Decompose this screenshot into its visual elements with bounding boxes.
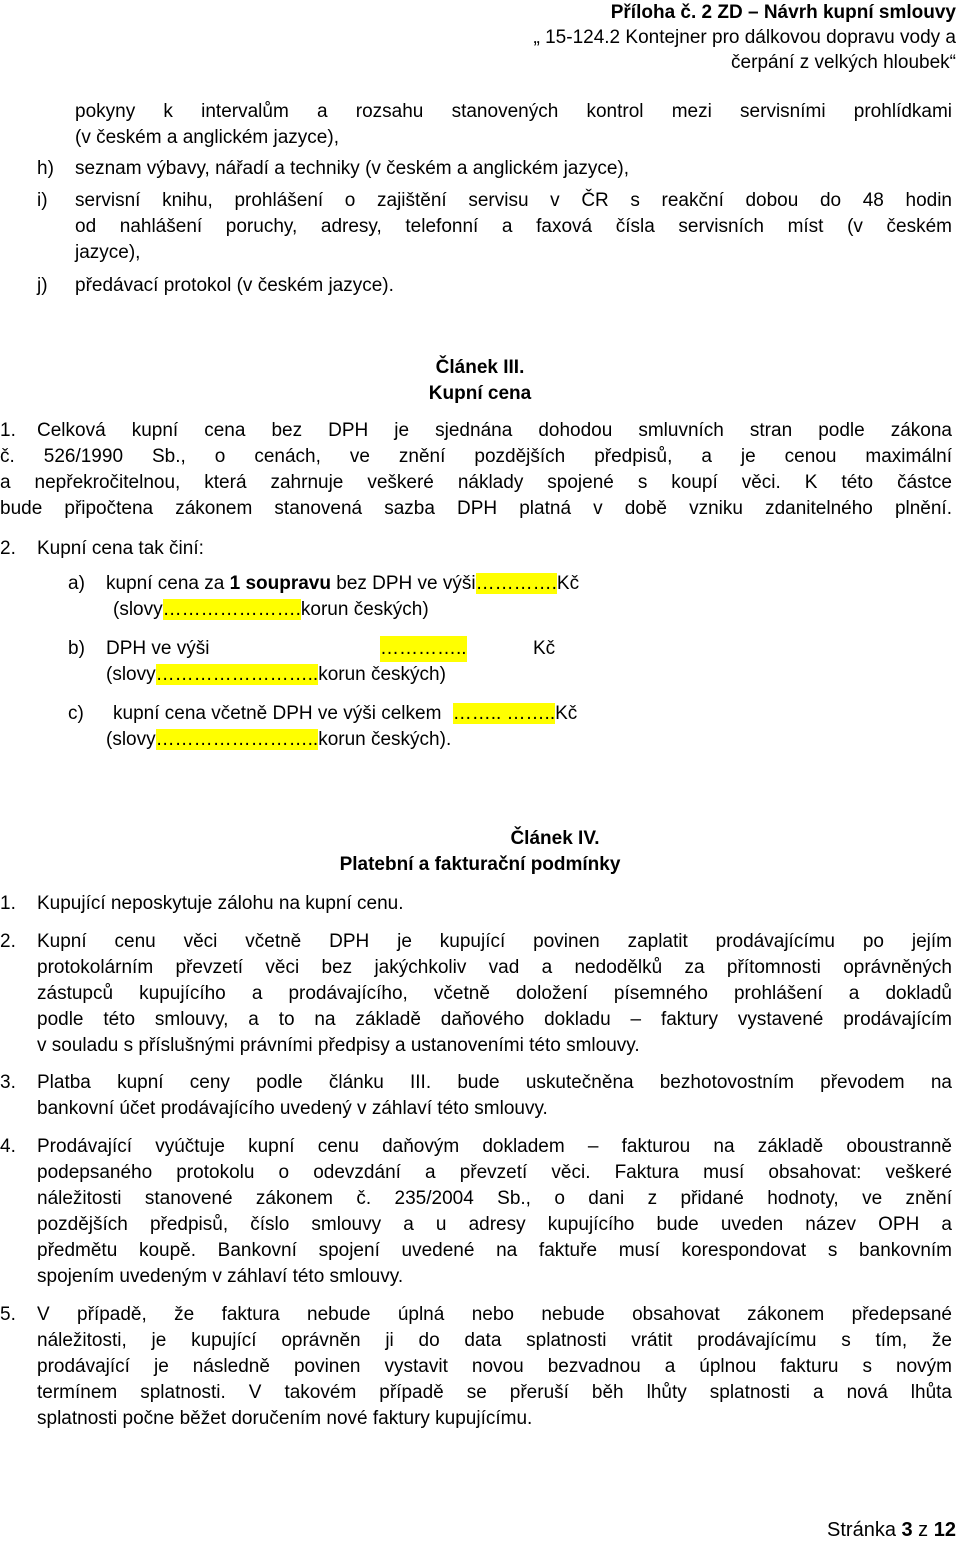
art3-p1-number: 1. [0, 420, 16, 441]
page-number-prefix: Stránka [827, 1519, 902, 1541]
price-c-currency: Kč [555, 703, 578, 724]
price-b-currency: Kč [533, 638, 556, 659]
art4-p3-number: 3. [0, 1072, 16, 1093]
art3-p2-text: Kupní cena tak činí: [37, 538, 204, 559]
art4-p4-line-3: náležitosti stanovené zákonem č. 235/2004 Sb., o dani z přidané hodnoty, ve znění [37, 1188, 952, 1209]
item-g-line-1: pokyny k intervalům a rozsahu stanovených kontrol mezi servisními prohlídkami [75, 101, 952, 122]
art4-p5-line-4: termínem splatnosti. V takovém případě se přeruší běh lhůty splatnosti a nová lhůta [37, 1382, 952, 1403]
price-c-label: c) [68, 703, 84, 724]
art4-p4-line-4: pozdějších předpisů, číslo smlouvy a u adresy kupujícího bude uveden název OPH a [37, 1214, 952, 1235]
art4-p4-line-1: Prodávající vyúčtuje kupní cenu daňovým dokladem – fakturou na základě oboustranně [37, 1136, 952, 1157]
item-h-label: h) [37, 158, 54, 179]
price-a-bold: 1 soupravu [229, 573, 331, 594]
price-c-words-field[interactable]: …………………….. [155, 729, 319, 750]
price-c-slovy: (slovy [106, 729, 156, 750]
art4-p5-line-3: prodávající je následně povinen vystavit novou bezvadnou a úplnou fakturu s novým [37, 1356, 952, 1377]
art4-p3-line-2: bankovní účet prodávajícího uvedený v záhlaví této smlouvy. [37, 1098, 548, 1119]
item-j-label: j) [37, 275, 48, 296]
price-a-words-end: korun českých) [300, 599, 429, 620]
price-b-label: b) [68, 638, 85, 659]
price-c-text: kupní cena včetně DPH ve výši celkem [113, 703, 442, 724]
price-b-text: DPH ve výši [106, 638, 210, 659]
item-i-label: i) [37, 190, 48, 211]
art4-p2-number: 2. [0, 931, 16, 952]
price-a-text-1: kupní cena za [106, 573, 230, 594]
art4-p4-line-6: spojením uvedeným v záhlaví této smlouvy. [37, 1266, 404, 1287]
page-total: 12 [933, 1519, 956, 1541]
price-a-text-2: bez DPH ve výši [330, 573, 476, 594]
article-4-title: Článek IV. [510, 828, 600, 849]
art4-p4-line-5: předmětu koupě. Bankovní spojení uvedené na faktuře musí korespondovat s bankovním [37, 1240, 952, 1261]
article-3-subtitle: Kupní cena [428, 383, 532, 404]
header-line-2: „ 15-124.2 Kontejner pro dálkovou dopravu vody a [533, 27, 956, 48]
art4-p2-line-1: Kupní cenu věci včetně DPH je kupující povinen zaplatit prodávajícímu po jejím [37, 931, 952, 952]
page-number-of: z [912, 1519, 934, 1541]
art3-p1-line-1: Celková kupní cena bez DPH je sjednána dohodou smluvních stran podle zákona [37, 420, 952, 441]
price-a-label: a) [68, 573, 85, 594]
art3-p1-line-3: a nepřekročitelnou, která zahrnuje veškeré náklady spojené s koupí věci. K této částce [0, 472, 952, 493]
item-h-text: seznam výbavy, nářadí a techniky (v českém a anglickém jazyce), [75, 158, 630, 179]
art3-p1-line-4: bude připočtena zákonem stanovená sazba DPH platná v době vzniku zdanitelného plnění. [0, 498, 952, 519]
page-current: 3 [901, 1519, 913, 1541]
article-4-subtitle: Platební a fakturační podmínky [339, 854, 621, 875]
art4-p4-line-2: podepsaného protokolu o odevzdání a převzetí věci. Faktura musí obsahovat: veškeré [37, 1162, 952, 1183]
page-number [827, 1519, 956, 1542]
header-line-3: čerpání z velkých hloubek“ [731, 52, 956, 73]
item-i-line-2: od nahlášení poruchy, adresy, telefonní a faxová čísla servisních míst (v českém [75, 216, 952, 237]
art4-p5-number: 5. [0, 1304, 16, 1325]
art4-p2-line-3: zástupců kupujícího a prodávajícího, včetně doložení písemného prohlášení a dokladů [37, 983, 952, 1004]
art4-p5-line-2: náležitosti, je kupující oprávněn ji do data splatnosti vrátit prodávajícímu s tím, že [37, 1330, 952, 1351]
art4-p1-text: Kupující neposkytuje zálohu na kupní cenu. [37, 893, 404, 914]
art4-p3-line-1: Platba kupní ceny podle článku III. bude uskutečněna bezhotovostním převodem na [37, 1072, 952, 1093]
item-g-line-2: (v českém a anglickém jazyce), [75, 127, 339, 148]
item-i-line-3: jazyce), [75, 242, 141, 263]
price-b-slovy: (slovy [106, 664, 156, 685]
price-c-words-end: korun českých). [318, 729, 452, 750]
document-header [534, 0, 957, 75]
art4-p5-line-1: V případě, že faktura nebude úplná nebo nebude obsahovat zákonem předepsané [37, 1304, 952, 1325]
art4-p2-line-5: v souladu s příslušnými právními předpisy a ustanoveními této smlouvy. [37, 1035, 640, 1056]
item-i-line-1: servisní knihu, prohlášení o zajištění servisu v ČR s reakční dobou do 48 hodin [75, 190, 952, 211]
price-b-words-end: korun českých) [318, 664, 446, 685]
art3-p2-number: 2. [0, 538, 16, 559]
art4-p2-line-4: podle této smlouvy, a to na základě daňového dokladu – faktury vystavené prodávajícím [37, 1009, 952, 1030]
art4-p1-number: 1. [0, 893, 16, 914]
item-j-text: předávací protokol (v českém jazyce). [75, 275, 394, 296]
price-a-currency: Kč [556, 573, 580, 594]
header-line-1: Příloha č. 2 ZD – Návrh kupní smlouvy [610, 2, 956, 23]
price-b-amount-field[interactable]: ………….. [380, 636, 467, 662]
price-c-amount-field[interactable]: …….. …….. [452, 703, 556, 724]
price-b-words-field[interactable]: …………………….. [155, 664, 319, 685]
article-3-title: Článek III. [435, 357, 525, 378]
art4-p4-number: 4. [0, 1136, 16, 1157]
price-a-words-field[interactable]: …………………. [162, 599, 301, 620]
price-a-slovy: (slovy [113, 599, 163, 620]
art3-p1-line-2: č. 526/1990 Sb., o cenách, ve znění pozdějších předpisů, a je cenou maximální [0, 446, 952, 467]
art4-p2-line-2: protokolárním převzetí věci bez jakýchkoliv vad a nedodělků za přítomnosti oprávněných [37, 957, 952, 978]
art4-p5-line-5: splatnosti počne běžet doručením nové faktury kupujícímu. [37, 1408, 533, 1429]
price-a-amount-field[interactable]: …………. [475, 573, 557, 594]
